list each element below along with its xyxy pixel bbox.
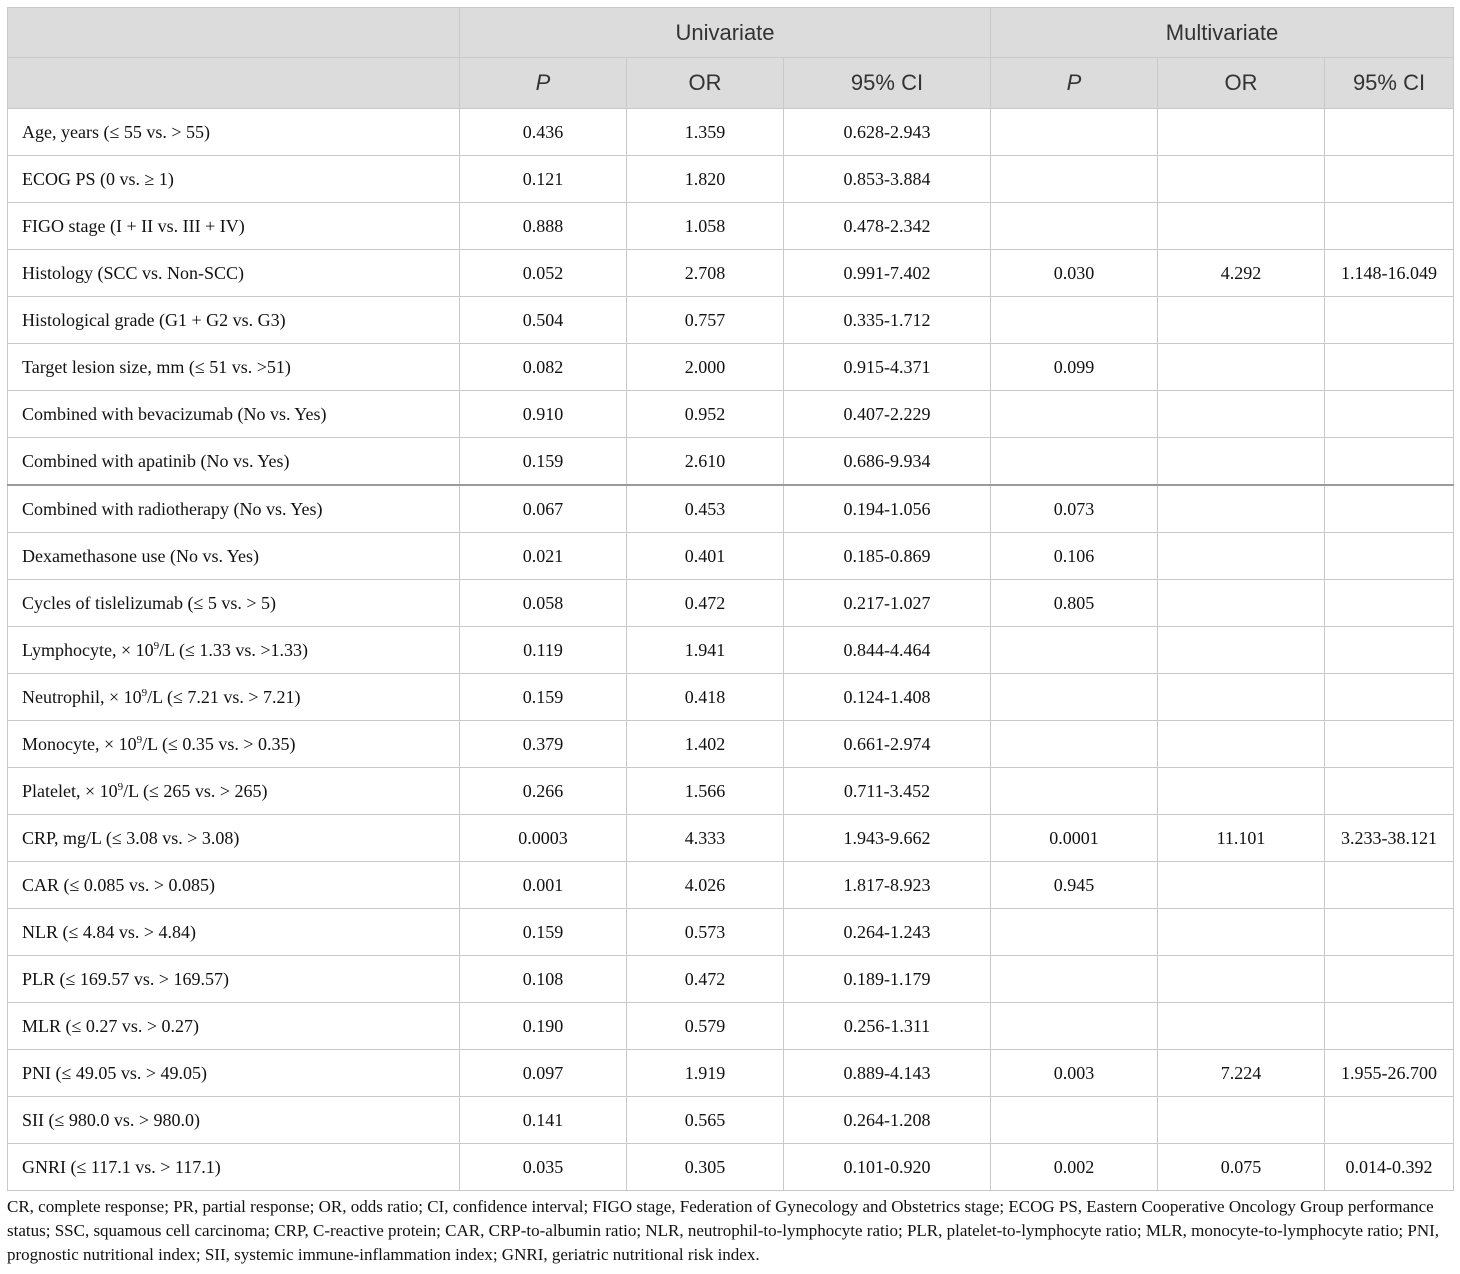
exponent-superscript: 9 [153, 639, 160, 652]
cell-u-or: 1.359 [627, 109, 784, 156]
table-row [8, 438, 1454, 486]
cell-u-or: 0.952 [627, 391, 784, 438]
cell-u-ci: 0.915-4.371 [784, 344, 991, 391]
table-row [8, 674, 1454, 721]
cell-u-ci: 0.407-2.229 [784, 391, 991, 438]
table-row [8, 1097, 1454, 1144]
cell-m-p: 0.099 [991, 344, 1158, 391]
header-row-groups [8, 8, 1454, 58]
cell-m-ci [1325, 109, 1454, 156]
row-label-text: Combined with bevacizumab (No vs. Yes) [22, 403, 327, 424]
cell-m-p: 0.002 [991, 1144, 1158, 1191]
cell-u-ci: 0.189-1.179 [784, 956, 991, 1003]
cell-u-ci: 0.264-1.208 [784, 1097, 991, 1144]
cell-u-ci: 0.194-1.056 [784, 485, 991, 533]
table-row [8, 768, 1454, 815]
cell-m-or [1158, 580, 1325, 627]
cell-m-p [991, 109, 1158, 156]
cell-u-ci: 0.686-9.934 [784, 438, 991, 486]
table-row [8, 721, 1454, 768]
cell-m-p [991, 297, 1158, 344]
cell-m-ci [1325, 156, 1454, 203]
cell-m-or [1158, 203, 1325, 250]
header-multivariate-p: P [991, 58, 1158, 109]
cell-m-or: 4.292 [1158, 250, 1325, 297]
cell-u-ci: 0.628-2.943 [784, 109, 991, 156]
cell-u-or: 0.401 [627, 533, 784, 580]
cell-u-ci: 0.124-1.408 [784, 674, 991, 721]
cell-m-ci: 0.014-0.392 [1325, 1144, 1454, 1191]
table-footnote: CR, complete response; PR, partial response; OR, odds ratio; CI, confidence interval; FIGO stage, Federation of Gynecology and Obstetrics stage; ECOG PS, Eastern Cooperative Oncology Group performance status; SSC, squamous cell carcinoma; CRP, C-reactive protein; CAR, CRP-to-albumin ratio; NLR, neutrophil-to-lymphocyte ratio; PLR, platelet-to-lymphocyte ratio; MLR, monocyte-to-lymphocyte ratio; PNI, prognostic nutritional index; SII, systemic immune-inflammation index; GNRI, geriatric nutritional risk index. [7, 1197, 1440, 1264]
cell-u-p: 0.0003 [460, 815, 627, 862]
row-label-text: Platelet, × 10 [22, 780, 118, 801]
row-label-unit-text: /L (≤ 265 vs. > 265) [123, 780, 268, 801]
cell-m-ci [1325, 485, 1454, 533]
cell-u-p: 0.159 [460, 438, 627, 486]
row-label-text: GNRI (≤ 117.1 vs. > 117.1) [22, 1156, 221, 1177]
header-multivariate-ci: 95% CI [1325, 58, 1454, 109]
row-label-text: CAR (≤ 0.085 vs. > 0.085) [22, 874, 216, 895]
row-label [8, 438, 460, 486]
row-label [8, 956, 460, 1003]
cell-u-ci: 0.264-1.243 [784, 909, 991, 956]
header-univariate: Univariate [460, 8, 991, 58]
cell-m-p: 0.106 [991, 533, 1158, 580]
cell-m-ci: 1.148-16.049 [1325, 250, 1454, 297]
table-row [8, 1050, 1454, 1097]
cell-u-or: 1.919 [627, 1050, 784, 1097]
cell-u-or: 2.708 [627, 250, 784, 297]
table-row [8, 1003, 1454, 1050]
row-label-text: CRP, mg/L (≤ 3.08 vs. > 3.08) [22, 827, 240, 848]
cell-m-ci [1325, 344, 1454, 391]
cell-m-p: 0.003 [991, 1050, 1158, 1097]
cell-m-p: 0.945 [991, 862, 1158, 909]
row-label-text: Cycles of tislelizumab (≤ 5 vs. > 5) [22, 592, 276, 613]
cell-m-p: 0.0001 [991, 815, 1158, 862]
cell-u-p: 0.910 [460, 391, 627, 438]
cell-u-ci: 0.853-3.884 [784, 156, 991, 203]
header-variable-cell [8, 58, 460, 109]
cell-u-p: 0.379 [460, 721, 627, 768]
cell-u-p: 0.021 [460, 533, 627, 580]
cell-m-or [1158, 297, 1325, 344]
cell-m-p [991, 438, 1158, 486]
cell-m-or [1158, 533, 1325, 580]
row-label-text: PNI (≤ 49.05 vs. > 49.05) [22, 1062, 208, 1083]
table-row [8, 109, 1454, 156]
cell-u-or: 4.026 [627, 862, 784, 909]
row-label [8, 297, 460, 344]
cell-u-or: 1.820 [627, 156, 784, 203]
row-label-text: Age, years (≤ 55 vs. > 55) [22, 121, 210, 142]
row-label [8, 109, 460, 156]
cell-u-p: 0.436 [460, 109, 627, 156]
cell-m-or [1158, 438, 1325, 486]
row-label-text: Lymphocyte, × 10 [22, 639, 154, 660]
cell-u-p: 0.058 [460, 580, 627, 627]
cell-m-or [1158, 768, 1325, 815]
cell-u-or: 0.573 [627, 909, 784, 956]
cell-u-p: 0.190 [460, 1003, 627, 1050]
cell-u-p: 0.159 [460, 909, 627, 956]
row-label-text: FIGO stage (I + II vs. III + IV) [22, 215, 245, 236]
cell-m-or [1158, 909, 1325, 956]
cell-m-p [991, 1097, 1158, 1144]
cell-m-or [1158, 109, 1325, 156]
cell-m-ci [1325, 580, 1454, 627]
cell-u-ci: 0.217-1.027 [784, 580, 991, 627]
cell-u-p: 0.035 [460, 1144, 627, 1191]
cell-m-p [991, 721, 1158, 768]
header-row-columns [8, 58, 1454, 109]
row-label-unit-text: /L (≤ 1.33 vs. >1.33) [159, 639, 308, 660]
cell-u-p: 0.141 [460, 1097, 627, 1144]
table-row [8, 156, 1454, 203]
cell-u-ci: 0.661-2.974 [784, 721, 991, 768]
row-label [8, 1050, 460, 1097]
cell-m-ci [1325, 721, 1454, 768]
row-label [8, 344, 460, 391]
cell-m-ci [1325, 533, 1454, 580]
header-univariate-or: OR [627, 58, 784, 109]
row-label [8, 203, 460, 250]
cell-u-ci: 0.185-0.869 [784, 533, 991, 580]
row-label [8, 533, 460, 580]
cell-m-ci: 3.233-38.121 [1325, 815, 1454, 862]
cell-m-or [1158, 721, 1325, 768]
cell-u-or: 0.305 [627, 1144, 784, 1191]
cell-m-p [991, 674, 1158, 721]
table-row [8, 956, 1454, 1003]
cell-m-p [991, 203, 1158, 250]
cell-m-or [1158, 1003, 1325, 1050]
cell-m-p: 0.805 [991, 580, 1158, 627]
row-label [8, 721, 460, 768]
row-label-text: Combined with apatinib (No vs. Yes) [22, 450, 290, 471]
cell-m-p [991, 956, 1158, 1003]
table-row [8, 485, 1454, 533]
cell-m-ci [1325, 956, 1454, 1003]
exponent-superscript: 9 [117, 780, 124, 793]
cell-u-or: 1.058 [627, 203, 784, 250]
cell-m-or [1158, 1097, 1325, 1144]
cell-m-ci [1325, 1003, 1454, 1050]
row-label [8, 391, 460, 438]
cell-u-or: 2.000 [627, 344, 784, 391]
row-label [8, 768, 460, 815]
cell-u-or: 0.757 [627, 297, 784, 344]
cell-u-or: 0.472 [627, 956, 784, 1003]
cell-m-ci [1325, 627, 1454, 674]
table-row [8, 344, 1454, 391]
cell-u-p: 0.001 [460, 862, 627, 909]
cell-u-or: 0.565 [627, 1097, 784, 1144]
cell-m-ci [1325, 297, 1454, 344]
cell-u-p: 0.119 [460, 627, 627, 674]
cell-u-p: 0.097 [460, 1050, 627, 1097]
row-label [8, 862, 460, 909]
row-label [8, 909, 460, 956]
cell-m-p [991, 1003, 1158, 1050]
table-row [8, 909, 1454, 956]
table-row [8, 580, 1454, 627]
table-row [8, 1144, 1454, 1191]
row-label-text: Neutrophil, × 10 [22, 686, 142, 707]
cell-m-ci: 1.955-26.700 [1325, 1050, 1454, 1097]
cell-m-ci [1325, 203, 1454, 250]
table-body [8, 109, 1454, 1191]
cell-u-ci: 0.101-0.920 [784, 1144, 991, 1191]
table-row [8, 297, 1454, 344]
cell-m-ci [1325, 391, 1454, 438]
header-empty-cell [8, 8, 460, 58]
cell-m-ci [1325, 909, 1454, 956]
cell-u-p: 0.504 [460, 297, 627, 344]
row-label [8, 485, 460, 533]
cell-u-p: 0.108 [460, 956, 627, 1003]
cell-u-or: 1.941 [627, 627, 784, 674]
row-label-text: NLR (≤ 4.84 vs. > 4.84) [22, 921, 197, 942]
row-label [8, 815, 460, 862]
row-label [8, 250, 460, 297]
cell-m-p [991, 768, 1158, 815]
row-label [8, 674, 460, 721]
row-label-text: MLR (≤ 0.27 vs. > 0.27) [22, 1015, 200, 1036]
row-label-text: Target lesion size, mm (≤ 51 vs. >51) [22, 356, 291, 377]
cell-u-or: 1.402 [627, 721, 784, 768]
cell-u-or: 0.579 [627, 1003, 784, 1050]
cell-m-or [1158, 344, 1325, 391]
cell-u-p: 0.052 [460, 250, 627, 297]
exponent-superscript: 9 [136, 733, 143, 746]
cell-u-p: 0.067 [460, 485, 627, 533]
cell-u-ci: 0.889-4.143 [784, 1050, 991, 1097]
cell-m-p: 0.030 [991, 250, 1158, 297]
table-row [8, 627, 1454, 674]
cell-u-ci: 0.844-4.464 [784, 627, 991, 674]
cell-m-ci [1325, 862, 1454, 909]
cell-m-or [1158, 956, 1325, 1003]
row-label-unit-text: /L (≤ 0.35 vs. > 0.35) [142, 733, 296, 754]
row-label-text: Dexamethasone use (No vs. Yes) [22, 545, 259, 566]
cell-u-or: 0.418 [627, 674, 784, 721]
cell-m-or: 0.075 [1158, 1144, 1325, 1191]
row-label-text: Monocyte, × 10 [22, 733, 137, 754]
exponent-superscript: 9 [141, 686, 148, 699]
row-label [8, 580, 460, 627]
row-label-text: Combined with radiotherapy (No vs. Yes) [22, 498, 323, 519]
cell-u-p: 0.888 [460, 203, 627, 250]
cell-m-or: 7.224 [1158, 1050, 1325, 1097]
cell-m-p: 0.073 [991, 485, 1158, 533]
cell-u-or: 1.566 [627, 768, 784, 815]
cell-m-ci [1325, 674, 1454, 721]
header-multivariate: Multivariate [991, 8, 1454, 58]
cell-u-ci: 0.478-2.342 [784, 203, 991, 250]
cell-m-p [991, 909, 1158, 956]
cell-m-p [991, 391, 1158, 438]
row-label-unit-text: /L (≤ 7.21 vs. > 7.21) [147, 686, 301, 707]
row-label-text: ECOG PS (0 vs. ≥ 1) [22, 168, 174, 189]
cell-m-ci [1325, 768, 1454, 815]
cell-m-or [1158, 485, 1325, 533]
row-label [8, 627, 460, 674]
cell-u-ci: 1.817-8.923 [784, 862, 991, 909]
cell-m-or [1158, 862, 1325, 909]
table-row [8, 533, 1454, 580]
cell-u-or: 4.333 [627, 815, 784, 862]
cell-m-or [1158, 627, 1325, 674]
row-label-text: PLR (≤ 169.57 vs. > 169.57) [22, 968, 230, 989]
cell-m-p [991, 627, 1158, 674]
cell-u-or: 0.472 [627, 580, 784, 627]
cell-u-ci: 1.943-9.662 [784, 815, 991, 862]
cell-m-ci [1325, 1097, 1454, 1144]
row-label [8, 156, 460, 203]
table-row [8, 203, 1454, 250]
cell-u-ci: 0.711-3.452 [784, 768, 991, 815]
cell-m-or [1158, 156, 1325, 203]
cell-m-or: 11.101 [1158, 815, 1325, 862]
cell-u-ci: 0.256-1.311 [784, 1003, 991, 1050]
row-label [8, 1003, 460, 1050]
row-label-text: Histological grade (G1 + G2 vs. G3) [22, 309, 286, 330]
cell-u-p: 0.159 [460, 674, 627, 721]
cell-u-p: 0.266 [460, 768, 627, 815]
table-row [8, 250, 1454, 297]
cell-u-or: 0.453 [627, 485, 784, 533]
cell-m-p [991, 156, 1158, 203]
cell-m-or [1158, 391, 1325, 438]
cell-m-ci [1325, 438, 1454, 486]
cell-u-p: 0.121 [460, 156, 627, 203]
regression-table [7, 7, 1454, 1191]
cell-u-ci: 0.991-7.402 [784, 250, 991, 297]
row-label-text: Histology (SCC vs. Non-SCC) [22, 262, 245, 283]
row-label-text: SII (≤ 980.0 vs. > 980.0) [22, 1109, 201, 1130]
cell-u-ci: 0.335-1.712 [784, 297, 991, 344]
header-univariate-p: P [460, 58, 627, 109]
header-univariate-ci: 95% CI [784, 58, 991, 109]
table-row [8, 862, 1454, 909]
row-label [8, 1097, 460, 1144]
cell-m-or [1158, 674, 1325, 721]
header-multivariate-or: OR [1158, 58, 1325, 109]
row-label [8, 1144, 460, 1191]
cell-u-or: 2.610 [627, 438, 784, 486]
cell-u-p: 0.082 [460, 344, 627, 391]
table-row [8, 815, 1454, 862]
table-row [8, 391, 1454, 438]
